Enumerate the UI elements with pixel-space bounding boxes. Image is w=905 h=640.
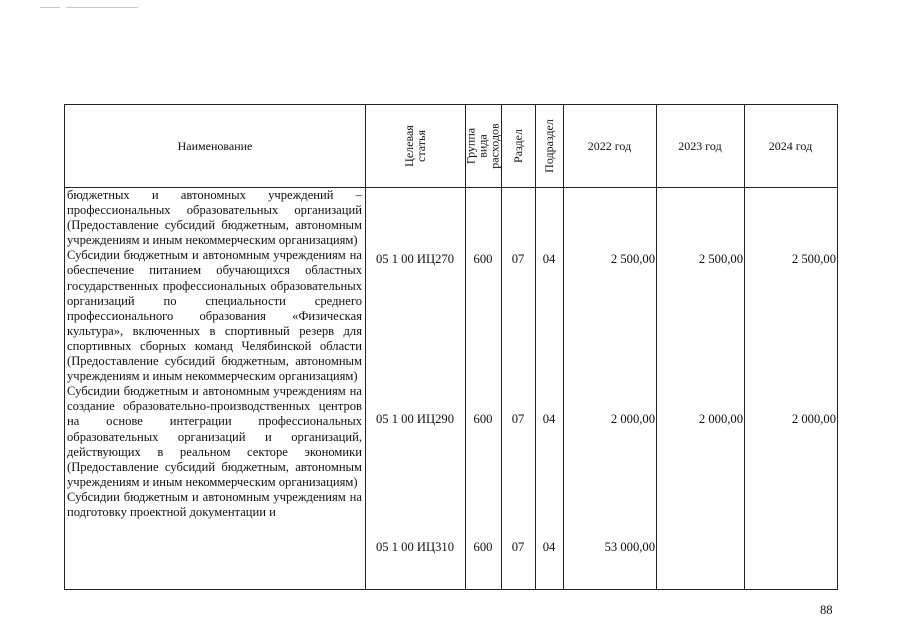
row-group: 600 — [473, 540, 493, 554]
page-number: 88 — [820, 603, 833, 617]
row-group: 600 — [473, 252, 493, 266]
header-2023-text: 2023 год — [678, 138, 722, 153]
header-target-article — [365, 105, 465, 187]
row-2024: 2 500,00 — [791, 252, 836, 266]
header-section — [501, 105, 535, 187]
header-target-article-text: Целевая статья — [402, 125, 428, 167]
row-subsection: 04 — [542, 252, 556, 266]
header-rule-short — [40, 7, 60, 8]
row-subsection: 04 — [542, 412, 556, 426]
header-name-text: Наименование — [177, 138, 253, 153]
row-2023: 2 500,00 — [698, 252, 743, 266]
row-code: 05 1 00 ИЦ310 — [375, 540, 454, 554]
row-2022: 2 500,00 — [610, 252, 655, 266]
budget-table — [64, 104, 838, 590]
header-rule-long — [66, 7, 138, 8]
row-2022: 53 000,00 — [604, 540, 655, 554]
name-paragraph: Субсидии бюджетным и автономным учреждениям на создание образовательно-производственных центров на основе интеграции профессиональных образовательных организаций и организаций, действующих в реальном секторе экономики (Предоставление субсидий бюджетным, автономным учреждениям и иным некоммерческим организациям) — [67, 384, 362, 489]
header-expense-group — [465, 105, 501, 187]
row-section: 07 — [511, 540, 525, 554]
row-subsection: 04 — [542, 540, 556, 554]
row-group: 600 — [473, 412, 493, 426]
name-paragraph: бюджетных и автономных учреждений – профессиональных образовательных организаций (Предоставление субсидий бюджетным, автономным учреждениям и иным некоммерческим организациям) — [67, 188, 362, 248]
row-2022: 2 000,00 — [610, 412, 655, 426]
header-section-text: Раздел — [510, 129, 525, 163]
header-2024 — [744, 105, 837, 187]
header-subsection-text: Подраздел — [542, 119, 557, 173]
row-section: 07 — [511, 412, 525, 426]
row-2023: 2 000,00 — [698, 412, 743, 426]
header-2024-text: 2024 год — [768, 138, 813, 153]
name-paragraph: Субсидии бюджетным и автономным учреждениям на подготовку проектной документации и — [67, 489, 362, 519]
header-2022 — [563, 105, 656, 187]
row-code: 05 1 00 ИЦ290 — [375, 412, 454, 426]
header-subsection — [535, 105, 563, 187]
row-section: 07 — [511, 252, 525, 266]
row-2024: 2 000,00 — [791, 412, 836, 426]
name-column — [65, 188, 365, 520]
header-name — [65, 105, 365, 187]
name-paragraph: Субсидии бюджетным и автономным учреждениям на обеспечение питанием обучающихся областных государственных профессиональных образовательных организаций по специальности среднего профессионального образования «Физическая культура», включенных в спортивный резерв для спортивных сборных команд Челябинской области (Предоставление субсидий бюджетным, автономным учреждениям и иным некоммерческим организациям) — [67, 248, 362, 384]
row-code: 05 1 00 ИЦ270 — [375, 252, 454, 266]
header-2022-text: 2022 год — [587, 138, 632, 153]
header-2023 — [656, 105, 744, 187]
header-expense-group-text: Группа вида расходов — [464, 123, 502, 169]
